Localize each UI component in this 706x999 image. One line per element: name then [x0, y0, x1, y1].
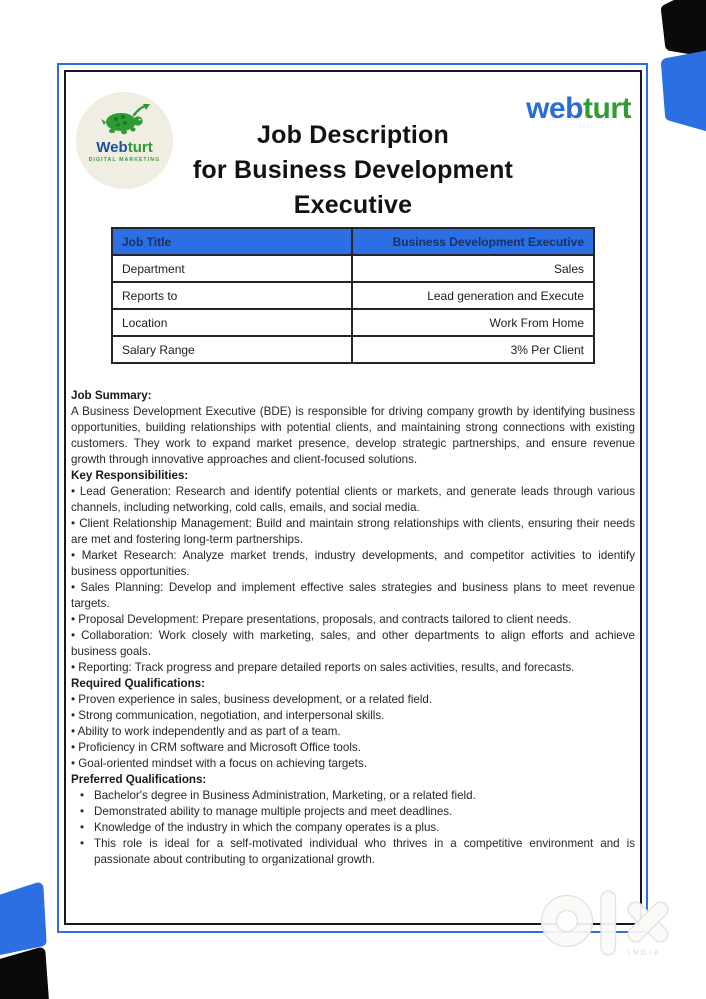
bullet-item: • Client Relationship Management: Build and maintain strong relationships with clients, ensuring their needs are met and fostering long-term partnerships. — [71, 517, 635, 546]
bullet-item: • Proposal Development: Prepare presentations, proposals, and contracts tailored to client needs. — [71, 613, 572, 626]
table-header-label: Job Title — [112, 228, 352, 255]
turtle-logo-icon — [76, 103, 173, 142]
section-heading: Preferred Qualifications: — [71, 773, 207, 786]
bullet-item: • Knowledge of the industry in which the company operates is a plus. — [78, 820, 635, 836]
olx-india-label: INDIA — [628, 950, 662, 957]
bullet-item: • Reporting: Track progress and prepare detailed reports on sales activities, results, and forecasts. — [71, 661, 575, 674]
table-row — [112, 282, 594, 309]
table-row-label: Salary Range — [112, 336, 352, 363]
bullet-item: • Sales Planning: Develop and implement effective sales strategies and business plans to meet revenue targets. — [71, 581, 635, 610]
table-header-row — [112, 228, 594, 255]
section-heading: Job Summary: — [71, 389, 152, 402]
bullet-item: • Ability to work independently and as part of a team. — [71, 725, 341, 738]
bullet-item: • Proven experience in sales, business development, or a related field. — [71, 693, 433, 706]
bullet-item: • This role is ideal for a self-motivated individual who thrives in a competitive environment and is passionate about contributing to organizational growth. — [78, 836, 635, 868]
corner-shape-bottom-left-black — [0, 953, 44, 999]
table-row — [112, 336, 594, 363]
page-title-line-1: Job Description — [257, 121, 449, 149]
webturt-logo-badge — [76, 92, 173, 189]
corner-shape-bottom-left-blue — [0, 888, 41, 951]
wordmark-web: web — [526, 92, 584, 125]
table-row-label: Location — [112, 309, 352, 336]
table-row-value: Work From Home — [352, 309, 594, 336]
indented-bullet-list — [71, 788, 635, 868]
logo-name — [76, 140, 173, 155]
page-title-line-3: Executive — [293, 191, 413, 219]
table-row-value: 3% Per Client — [352, 336, 594, 363]
table-row-label: Reports to — [112, 282, 352, 309]
section-heading: Key Responsibilities: — [71, 469, 189, 482]
document-inner-frame — [64, 70, 642, 925]
bullet-item: • Strong communication, negotiation, and interpersonal skills. — [71, 709, 385, 722]
page-title-line-2: for Business Development — [192, 156, 514, 184]
job-info-table — [111, 227, 595, 364]
table-row — [112, 255, 594, 282]
logo-name-turt: turt — [127, 139, 153, 156]
corner-shape-top-right-black — [667, 0, 706, 52]
webturt-wordmark — [526, 94, 631, 124]
document-page — [57, 63, 648, 933]
table-row-value: Sales — [352, 255, 594, 282]
logo-tagline: DIGITAL MARKETING — [88, 157, 161, 163]
corner-shape-top-right-blue — [667, 56, 706, 126]
bullet-item: • Bachelor's degree in Business Administration, Marketing, or a related field. — [78, 788, 635, 804]
bullet-item: • Proficiency in CRM software and Microsoft Office tools. — [71, 741, 361, 754]
bullet-item: • Collaboration: Work closely with marketing, sales, and other departments to align efforts and achieve business goals. — [71, 629, 635, 658]
job-description-body — [70, 388, 636, 868]
bullet-item: • Market Research: Analyze market trends, industry developments, and competitor activities to identify business opportunities. — [71, 549, 635, 578]
logo-name-web: Web — [96, 139, 128, 156]
table-row — [112, 309, 594, 336]
table-header-value: Business Development Executive — [352, 228, 594, 255]
wordmark-turt: turt — [583, 92, 631, 125]
section-paragraph: A Business Development Executive (BDE) is responsible for driving company growth by identifying business opportunities, building relationships with potential clients, and maintaining strong connections with existing customers. They work to expand market presence, develop strategic partnerships, and ensure revenue growth through innovative approaches and client-focused solutions. — [71, 405, 635, 466]
bullet-item: • Goal-oriented mindset with a focus on achieving targets. — [71, 757, 367, 770]
bullet-item: • Demonstrated ability to manage multiple projects and meet deadlines. — [78, 804, 635, 820]
table-row-value: Lead generation and Execute — [352, 282, 594, 309]
section-heading: Required Qualifications: — [71, 677, 205, 690]
table-row-label: Department — [112, 255, 352, 282]
bullet-item: • Lead Generation: Research and identify potential clients or markets, and generate leads through various channels, including networking, cold calls, emails, and social media. — [71, 485, 635, 514]
